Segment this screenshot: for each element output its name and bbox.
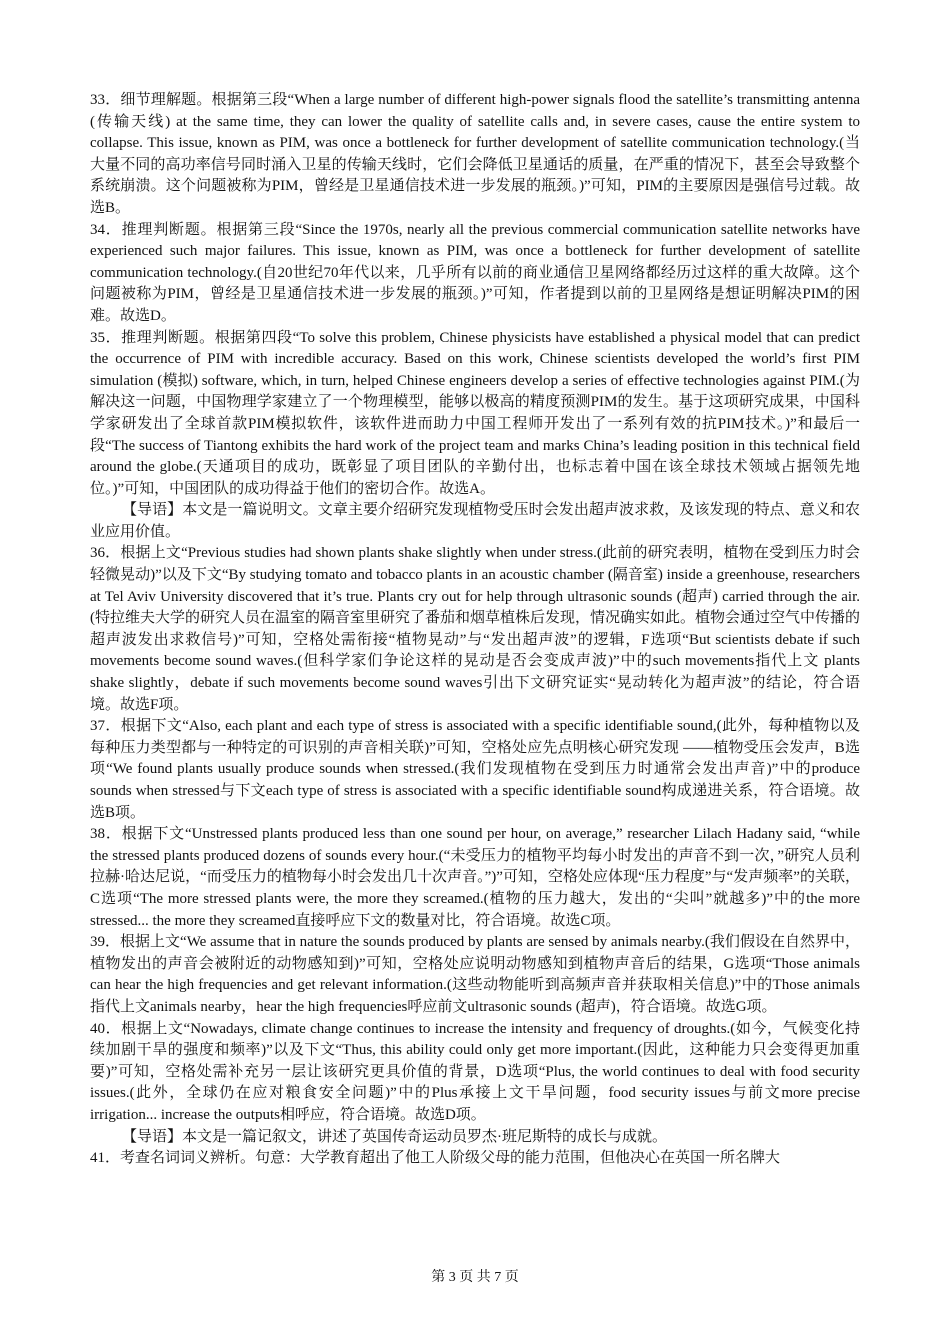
page-footer: 第 3 页 共 7 页 (431, 1270, 519, 1285)
answer-38: 38．根据下文“Unstressed plants produced less than one sound per hour, on average,” researcher Lilach Hadany said, “while the stressed plants produced dozens of sounds every hour.(“未受压力的植物平均每小时发出的声音不到一次，”研究人员利拉赫·哈达尼说，“而受压力的植物每小时会发出几十次声音。”)”可知，空格处应体现“压力程度”与“发声频率”的关联，C选项“The more stressed plants were, the more they screamed.(植物的压力越大，发出的“尖叫”就越多)”中的the more stressed... the more they screamed直接呼应下文的数量对比，符合语境。故选C项。 (90, 826, 860, 929)
answer-33: 33．细节理解题。根据第三段“When a large number of different high-power signals flood the satellite’s transmitting antenna (传输天线) at the same time, they can lower the quality of satellite calls and, in severe cases, cause the entire system to collapse. This issue, known as PIM, was once a bottleneck for further development of satellite communication technology.(当大量不同的高功率信号同时涌入卫星的传输天线时，它们会降低卫星通话的质量，在严重的情况下，甚至会导致整个系统崩溃。这个问题被称为PIM，曾经是卫星通信技术进一步发展的瓶颈。)”可知，PIM的主要原因是强信号过载。故选B。 (90, 92, 860, 216)
document-body (90, 90, 860, 1170)
answer-36: 36．根据上文“Previous studies had shown plants shake slightly when under stress.(此前的研究表明，植物在受到压力时会轻微晃动)”以及下文“By studying tomato and tobacco plants in an acoustic chamber (隔音室) inside a greenhouse, researchers at Tel Aviv University discovered that it’s true. Plants cry out for help through ultrasonic sounds (超声) carried through the air.(特拉维夫大学的研究人员在温室的隔音室里研究了番茄和烟草植株后发现，情况确实如此。植物会通过空气中传播的超声波发出求救信号)”可知，空格处需衔接“植物晃动”与“发出超声波”的逻辑，F选项“But scientists debate if such movements become sound waves.(但科学家们争论这样的晃动是否会变成声波)”中的such movements指代上文 plants shake slightly，debate if such movements become sound waves引出下文研究证实“晃动转化为超声波”的结论，符合语境。故选F项。 (90, 545, 861, 713)
answer-41: 41．考查名词词义辨析。句意：大学教育超出了他工人阶级父母的能力范围，但他决心在英国一所名牌大 (90, 1150, 781, 1167)
answer-35: 35．推理判断题。根据第四段“To solve this problem, Chinese physicists have established a physical model that can predict the occurrence of PIM with incredible accuracy. Based on this work, Chinese scientists developed the world’s first PIM simulation (模拟) software, which, in turn, helped Chinese engineers develop a series of effective technologies against PIM.(为解决这一问题，中国物理学家建立了一个物理模型，能够以极高的精度预测PIM的发生。基于这项研究成果，中国科学家研发出了全球首款PIM模拟软件，该软件进而助力中国工程师开发出了一系列有效的抗PIM技术。)”和最后一段“The success of Tiantong exhibits the hard work of the project team and marks China’s leading position in this technical field around the globe.(天通项目的成功，既彰显了项目团队的辛勤付出，也标志着中国在该全球技术领域占据领先地位。)”可知，中国团队的成功得益于他们的密切合作。故选A。 (90, 329, 860, 497)
answer-37: 37．根据下文“Also, each plant and each type of stress is associated with a specific identifiable sound,(此外，每种植物以及每种压力类型都与一种特定的可识别的声音相关联)”可知，空格处应先点明核心研究发现 ——植物受压会发声，B选项“We found plants usually produce sounds when stressed.(我们发现植物在受到压力时通常会发出声音)”中的produce sounds when stressed与下文each type of stress is associated with a specific identifiable sound构成递进关系，符合语境。故选B项。 (90, 718, 860, 821)
answer-40: 40．根据上文“Nowadays, climate change continues to increase the intensity and frequency of droughts.(如今，气候变化持续加剧干旱的强度和频率)”以及下文“Thus, this ability could only get more important.(因此，这种能力只会变得更加重要)”可知，空格处需补充另一层让该研究更具价值的背景，D选项“Plus, the world continues to deal with food security issues.(此外，全球仍在应对粮食安全问题)”中的Plus承接上文干旱问题，food security issues与前文more precise irrigation... increase the outputs相呼应，符合语境。故选D项。 (90, 1020, 860, 1123)
guide-note: 【导语】本文是一篇记叙文，讲述了英国传奇运动员罗杰·班尼斯特的成长与成就。 (122, 1128, 667, 1145)
guide-note: 【导语】本文是一篇说明文。文章主要介绍研究发现植物受压时会发出超声波求救，及该发现的特点、意义和农业应用价值。 (90, 502, 860, 540)
answer-39: 39．根据上文“We assume that in nature the sounds produced by plants are sensed by animals nearby.(我们假设在自然界中，植物发出的声音会被附近的动物感知到)”可知，空格处应说明动物感知到植物声音后的结果，G选项“Those animals can hear the high frequencies and get relevant information.(这些动物能听到高频声音并获取相关信息)”中的Those animals指代上文animals nearby，hear the high frequencies呼应前文ultrasonic sounds (超声)，符合语境。故选G项。 (90, 934, 860, 1015)
answer-34: 34．推理判断题。根据第三段“Since the 1970s, nearly all the previous commercial communication satellite networks have experienced such major failures. This issue, known as PIM, was once a bottleneck for further development of satellite communication technology.(自20世纪70年代以来，几乎所有以前的商业通信卫星网络都经历过这样的重大故障。这个问题被称为PIM，曾经是卫星通信技术进一步发展的瓶颈。)”可知，作者提到以前的卫星网络是想证明解决PIM的困难。故选D。 (90, 221, 860, 324)
